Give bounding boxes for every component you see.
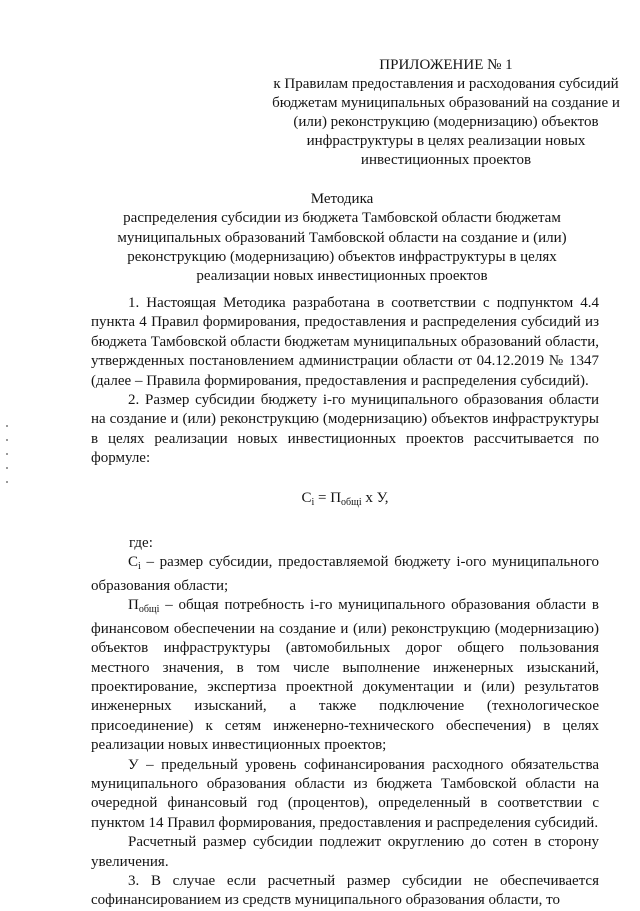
formula-rhs: х У, [361, 489, 389, 506]
formula-eq: = П [314, 489, 342, 506]
document-title [104, 190, 580, 286]
document-body [91, 294, 599, 911]
rounding-note: Расчетный размер субсидии подлежит округлению до сотен в сторону увеличения. [91, 834, 599, 870]
p-definition: – общая потребность i-го муниципального образования области в финансовом обеспечении на создание и (или) реконструкцию (модернизацию) объектов инфраструктуры (автомобильных дорог общего пользования местного значения, в том числе выполнение инженерных изысканий, проектирование, экспертиза проектной документации и (или) результатов инженерных изысканий, а также подключение (технологическое присоединение) к сетям инженерно-технического обеспечения) в целях реализации новых инвестиционных проектов; [91, 597, 599, 754]
appendix-header [268, 56, 624, 171]
definition-ci [91, 553, 599, 596]
formula [91, 489, 599, 512]
ci-subscript: i [138, 561, 141, 573]
title-heading: Методика [310, 191, 374, 207]
appendix-subtitle: к Правилам предоставления и расходования субсидий бюджетам муниципальных образований на создание и (или) реконструкцию (модернизацию) объектов инфраструктуры в целях реализации новых инвестиционных проектов [272, 76, 620, 169]
ci-symbol: С [128, 554, 139, 571]
appendix-heading: ПРИЛОЖЕНИЕ № 1 [379, 57, 513, 73]
where-label: где: [129, 535, 153, 552]
paragraph-3: 3. В случае если расчетный размер субсидии не обеспечивается софинансированием из средств муниципального образования области, то [91, 872, 599, 909]
scan-margin-marks [6, 425, 10, 495]
paragraph-1: 1. Настоящая Методика разработана в соответствии с подпунктом 4.4 пункта 4 Правил формирования, предоставления и распределения субсидий из бюджета Тамбовской области бюджетам муниципальных образований области, утвержденных постановлением администрации области от 04.12.2019 № 1347 (далее – Правила формирования, предоставления и распределения субсидий). [91, 295, 599, 389]
p-symbol: П [128, 597, 139, 614]
title-text: распределения субсидии из бюджета Тамбовской области бюджетам муниципальных образований Тамбовской области на создание и (или) реконструкцию (модернизацию) объектов инфраструктуры в целях реализации новых инвестиционных проектов [117, 210, 567, 285]
paragraph-2: 2. Размер субсидии бюджету i-го муниципального образования области на создание и (или) реконструкцию (модернизацию) объектов инфраструктуры в целях реализации новых инвестиционных проектов рассчитывается по формуле: [91, 392, 599, 467]
ci-definition: – размер субсидии, предоставляемой бюджету i-ого муниципального образования области; [91, 554, 599, 594]
definition-p [91, 596, 599, 755]
definition-u: У – предельный уровень софинансирования расходного обязательства муниципального образования области из бюджета Тамбовской области на очередной финансовый год (процентов), определенный в соответствии с пунктом 14 Правил формирования, предоставления и распределения субсидий. [91, 756, 599, 831]
p-subscript: общi [138, 604, 160, 616]
formula-lhs: С [301, 489, 312, 506]
formula-lhs-sub: i [311, 496, 315, 508]
formula-sub: общi [341, 496, 362, 508]
